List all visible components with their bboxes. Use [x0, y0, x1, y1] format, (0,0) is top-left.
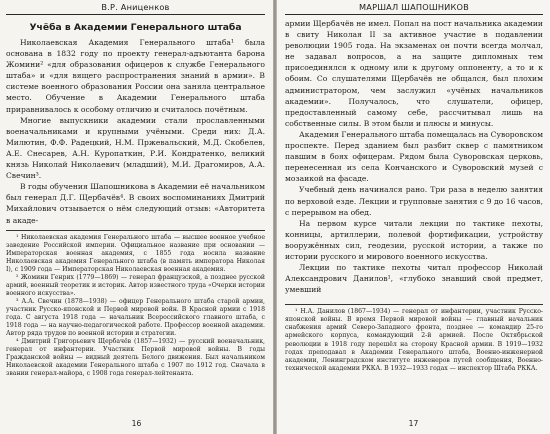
right-paragraph: Лекции по тактике пехоты читал профессор Николай Александрович Данилов¹, «глубоко знавший свой предмет, умевший: [285, 263, 543, 295]
left-running-head: В.Р. Аниценков: [6, 1, 265, 15]
right-page-number: 17: [408, 419, 419, 428]
footnote: ² Жомини Генрих (1779—1869) — генерал французской, а позднее русской армий, военный теоретик и историк. Автор известного труда «Очерки истории военного искусства».: [6, 273, 265, 297]
footnote: ¹ Н.А. Данилов (1867—1934) — генерал от инфантерии, участник Русско-японской войны. В время Первой мировой войны — главный начальник снабжения армий Северо-Западного фронта, позднее — командир 25-го армейского корпуса, командующий 2-й армией. После Октябрьской революции в 1918 году перешёл на сторону Красной армии. В 1919—1932 годах преподавал в Академии Генерального штаба, Военно-инженерной академии, Ленинградском институте инженеров путей сообщения, Военно-технической академии РККА. В 1932—1933 годах — инспектор Штаба РККА.: [285, 308, 543, 372]
left-paragraph: Многие выпускники академии стали прославленными военачальниками и крупными учёными. Среди них: Д.А. Милютин, Ф.Ф. Радецкий, Н.М. Пржевальский, М.Д. Скобелев, А.Е. Снесарев, А.Н. Куропаткин, Р.И. Кондратенко, великий князь Николай Николаевич (младший), М.И. Драгомиров, А.А. Свечин³.: [6, 115, 265, 181]
left-footnotes: [6, 230, 265, 379]
right-body-text: [285, 18, 543, 295]
right-paragraph: На первом курсе читали лекции по тактике пехоты, конницы, артиллерии, полевой фортификации, устройству вооружённых сил, геодезии, русской истории, а также по истории русского и мирового военного искусства.: [285, 218, 543, 261]
right-paragraph: Учебный день начинался рано. Три раза в неделю занятия по верховой езде. Лекции и групповые занятия с 9 до 16 часов, с перерывом на обед.: [285, 185, 543, 217]
section-title: Учёба в Академии Генерального штаба: [29, 22, 242, 33]
right-page: [277, 0, 550, 434]
left-page: [0, 0, 273, 434]
left-body-text: [6, 37, 265, 226]
right-paragraph: армии Щербачёв не имел. Попал на пост начальника академии в свиту Николая II за активное участие в подавлении революции 1905 года. На экзаменах он почти всегда молчал, не задавал вопросов, а на защите дипломных тем присоединялся к одному или к другому оппоненту, а то и к обоим. Со слушателями Щербачёв не общался, был плохим администратором, чем заслужил «учёных начальников академии». Получалось, что слушатели, офицер, предоставленный самому себе, рассчитывал лишь на собственные силы. В этом были и плюсы и минусы.: [285, 19, 543, 128]
footnote: ¹ Николаевская академия Генерального штаба — высшее военное учебное заведение Российской империи. Официальное название при основании — Императорская военная академия, с 1855 года носила название Николаевская академия Генерального штаба (в память императора Николая I), с 1909 года — Императорская Николаевская военная академия.: [6, 233, 265, 273]
left-paragraph: Николаевская Академия Генерального штаба¹ была основана в 1832 году по проекту генерал-адъютанта барона Жомини² «для образования офицеров к службе Генерального штаба» и «для вящего распространения знаний в армии». В системе военного образования России она заняла центральное место. Обучение в Академии Генерального штаба приравнивалось к особому отличию и считалось почётным.: [6, 38, 265, 114]
right-running-head: МАРШАЛ ШАПОШНИКОВ: [285, 1, 543, 15]
right-paragraph: Академия Генерального штаба помещалась на Суворовском проспекте. Перед зданием был разбит сквер с памятником павшим в боях офицерам. Рядом была Суворовская церковь, перенесенная из села Кончанского и Суворовский музей с мозаикой на фасаде.: [285, 129, 543, 184]
footnote: ⁴ Дмитрий Григорьевич Щербачёв (1857—1932) — русский военачальник, генерал от инфантерии. Участник Первой мировой войны. В годы Гражданской войны — видный деятель Белого движения. Был начальником Николаевской академии Генерального штаба с 1907 по 1912 год. Сначала в звании генерал-майора, с 1908 года генерал-лейтенанта.: [6, 338, 265, 378]
left-page-number: 16: [131, 419, 142, 428]
right-footnotes: [285, 304, 543, 372]
left-paragraph: В годы обучения Шапошникова в Академии её начальником был генерал Д.Г. Щербачёв⁴. В своих воспоминаниях Дмитрий Михайлович отзывается о нём следующий отзыв: «Авторитета в акаде-: [6, 182, 265, 225]
footnote: ³ А.А. Свечин (1878—1938) — офицер Генерального штаба старой армии, участник Русско-японской и Первой мировой войн. В Красной армии с 1918 года. С августа 1918 года — начальник Всероссийского главного штаба, с 1918 года — на научно-педагогической работе. Профессор военной академии. Автор ряда трудов по военной истории и стратегии.: [6, 297, 265, 338]
